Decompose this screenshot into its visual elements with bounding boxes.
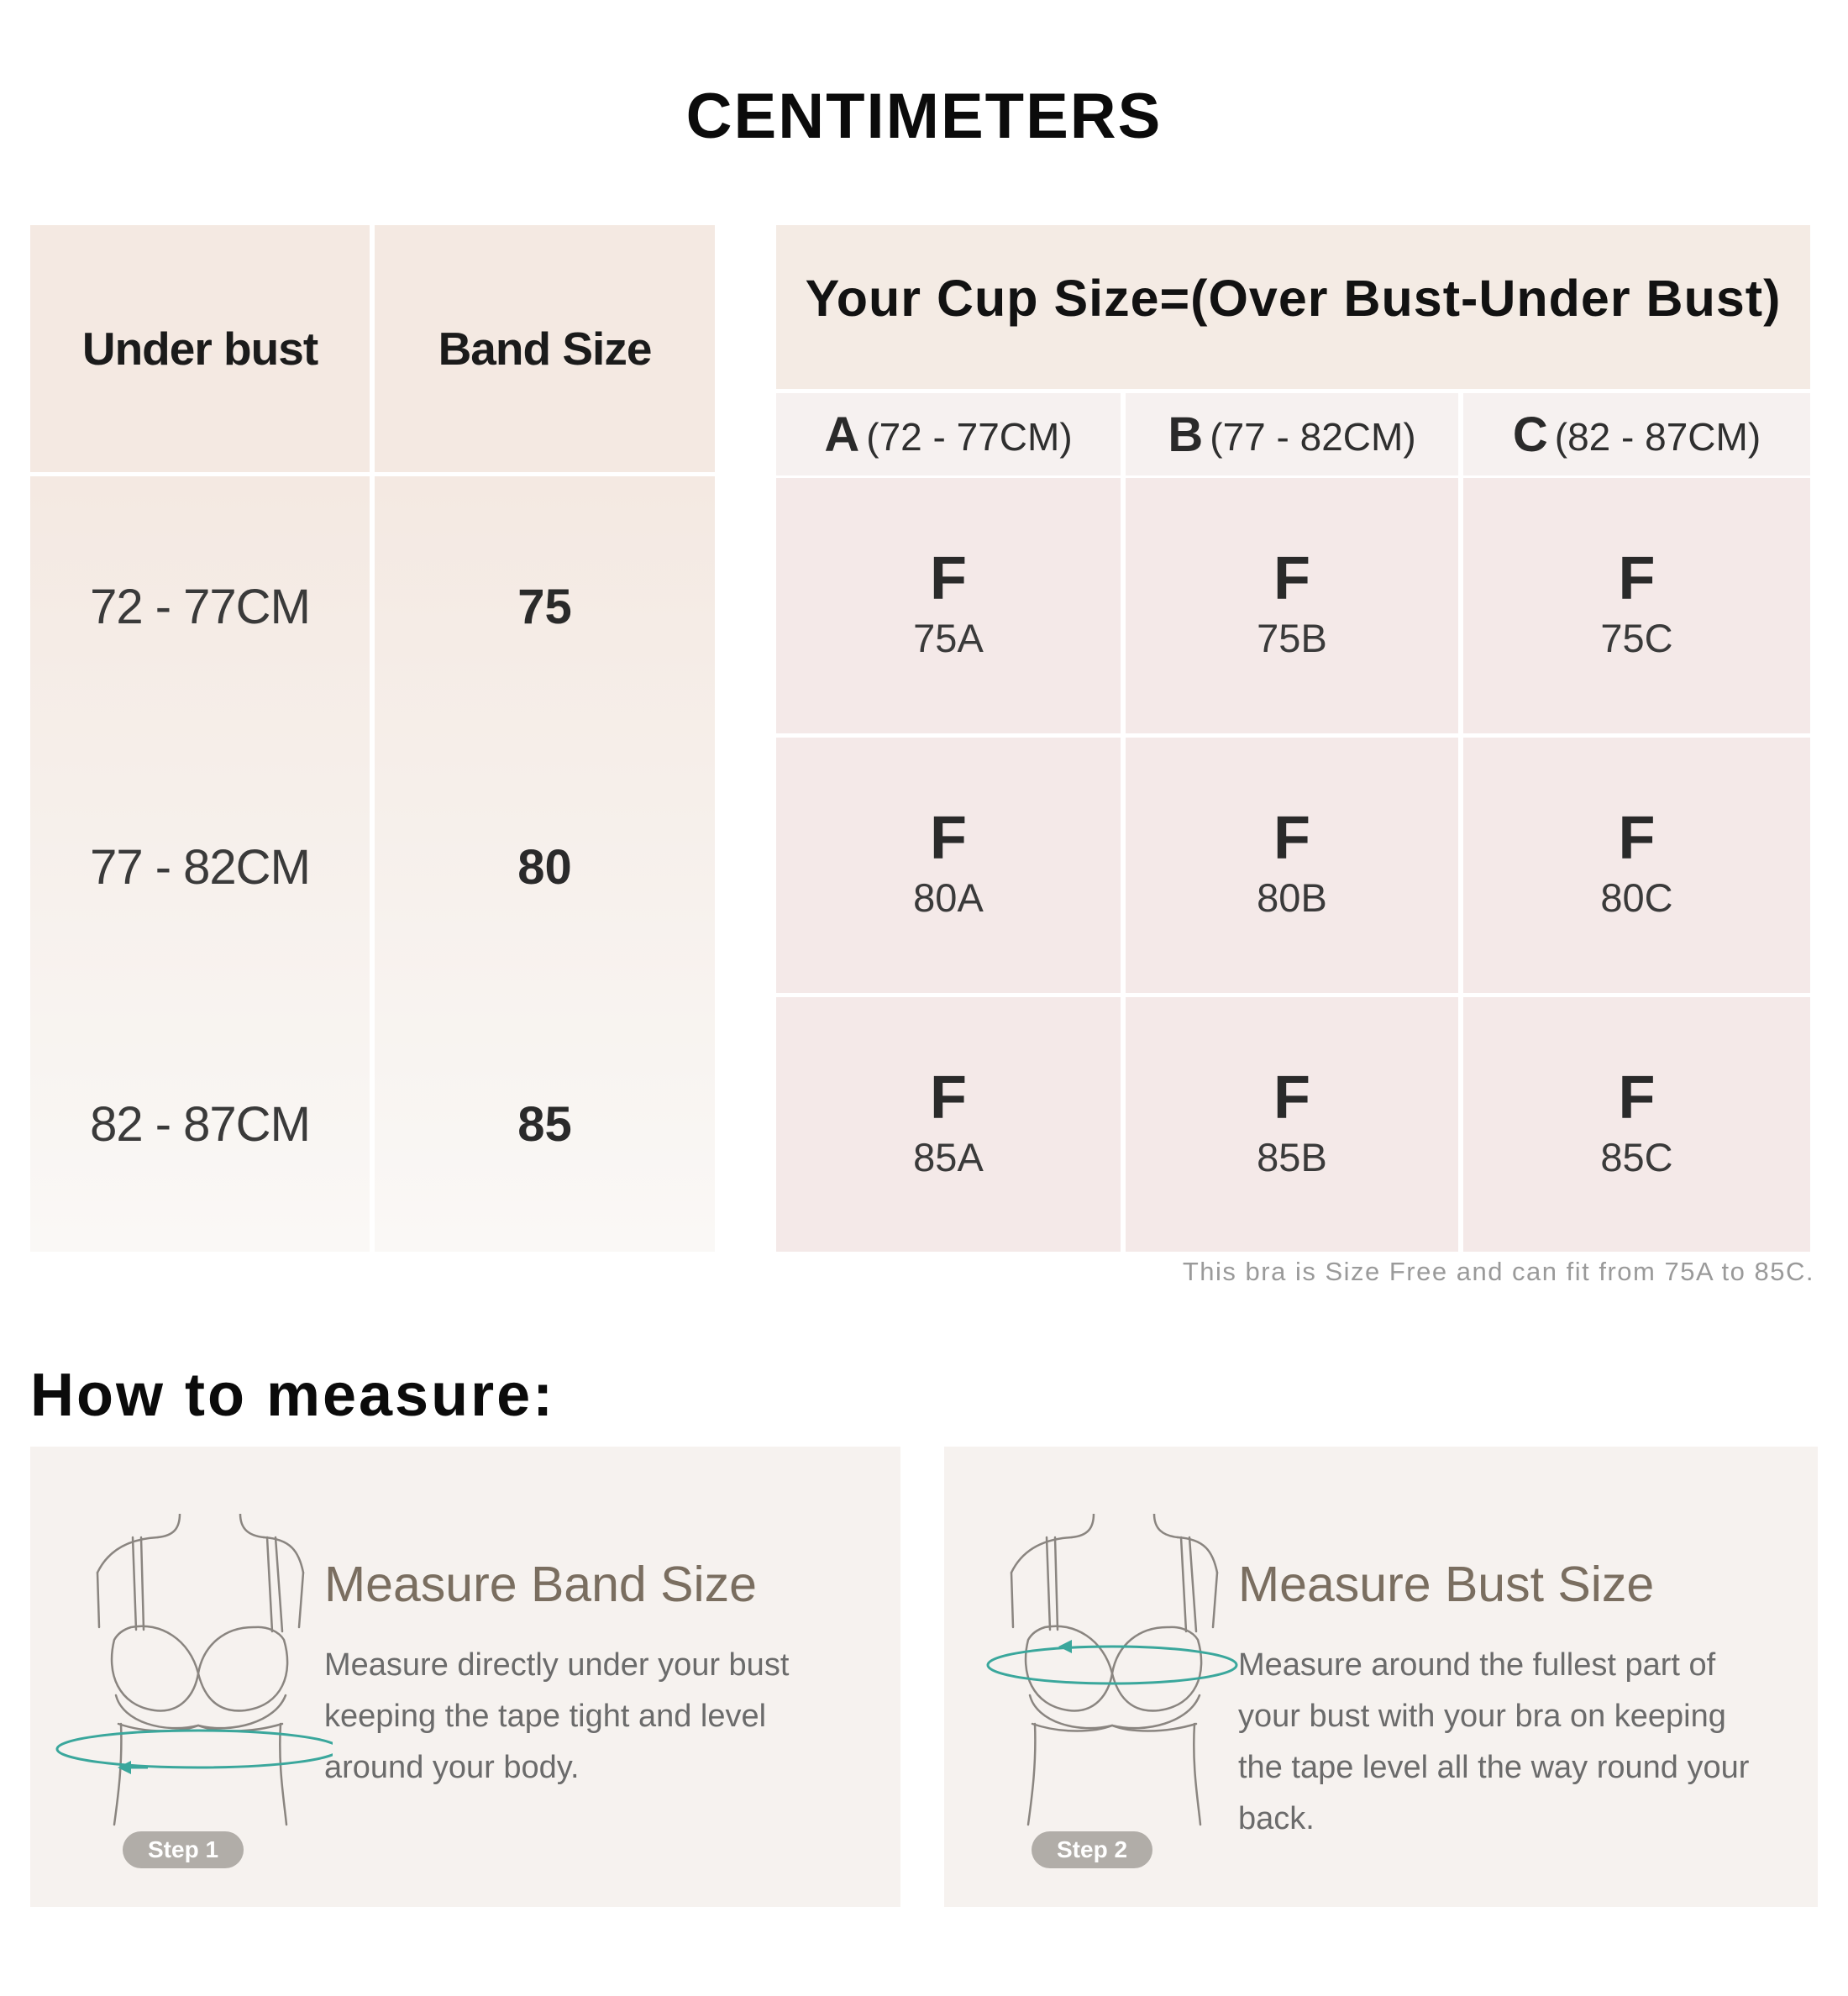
size-letter: F — [930, 1064, 967, 1132]
band-size-cell: 85 — [517, 1097, 572, 1152]
measure-bust-card — [944, 1447, 1818, 1907]
cup-range: (72 - 77CM) — [866, 415, 1073, 459]
band-size-cell: 75 — [517, 579, 572, 634]
size-letter: F — [1273, 805, 1310, 872]
card-title: Measure Band Size — [324, 1557, 757, 1612]
size-code: 80B — [1257, 875, 1327, 920]
step-badge: Step 2 — [1032, 1831, 1152, 1868]
under-bust-range-cell: 77 - 82CM — [90, 839, 310, 895]
cup-size-cell — [1463, 997, 1810, 1252]
size-code: 85C — [1600, 1134, 1673, 1179]
cup-size-cell — [1463, 738, 1810, 993]
step-badge: Step 1 — [123, 1831, 244, 1868]
size-code: 85B — [1257, 1134, 1327, 1179]
cup-size-header: Your Cup Size=(Over Bust-Under Bust) — [776, 225, 1810, 389]
measure-band-card — [30, 1447, 900, 1907]
size-letter: F — [1273, 1064, 1310, 1132]
size-letter: F — [1273, 545, 1310, 612]
size-code: 80C — [1600, 875, 1673, 920]
cup-range: (77 - 82CM) — [1210, 415, 1416, 459]
how-to-measure-heading: How to measure: — [30, 1362, 556, 1429]
cup-size-cell — [776, 997, 1121, 1252]
cup-header-a — [776, 393, 1121, 475]
bra-bust-measure-icon — [961, 1514, 1247, 1867]
size-letter: F — [930, 545, 967, 612]
page-title: CENTIMETERS — [685, 81, 1163, 152]
cup-size-cell — [1126, 478, 1458, 733]
cup-size-cell — [1126, 997, 1458, 1252]
size-code: 75B — [1257, 616, 1327, 660]
size-code: 75A — [913, 616, 984, 660]
cup-header-c — [1463, 393, 1810, 475]
cup-letter: B — [1168, 407, 1204, 462]
cup-letter: C — [1512, 407, 1548, 462]
cup-range: (82 - 87CM) — [1554, 415, 1761, 459]
cup-size-cell — [1463, 478, 1810, 733]
card-description: Measure around the fullest part of your bust with your bra on keeping the tape level all the way round your back. — [1238, 1647, 1750, 1836]
size-letter: F — [930, 805, 967, 872]
cup-size-cell — [776, 478, 1121, 733]
cup-size-cell — [776, 738, 1121, 993]
under-bust-range-cell: 82 - 87CM — [90, 1097, 310, 1152]
cup-size-table — [776, 225, 1810, 1252]
size-letter: F — [1618, 545, 1656, 612]
bra-band-measure-icon — [47, 1514, 333, 1867]
card-title: Measure Bust Size — [1238, 1557, 1655, 1612]
under-bust-header: Under bust — [81, 323, 318, 375]
size-free-note: This bra is Size Free and can fit from 75A to 85C. — [1182, 1257, 1814, 1286]
card-description: Measure directly under your bust keeping the tape tight and level around your body. — [324, 1647, 790, 1785]
cup-size-cell — [1126, 738, 1458, 993]
under-bust-range-cell: 72 - 77CM — [90, 579, 310, 634]
size-letter: F — [1618, 805, 1656, 872]
cup-letter: A — [824, 407, 860, 462]
size-code: 85A — [913, 1134, 984, 1179]
band-size-cell: 80 — [517, 839, 572, 895]
cup-header-b — [1126, 393, 1458, 475]
size-letter: F — [1618, 1064, 1656, 1132]
band-size-table — [30, 225, 715, 1252]
size-code: 80A — [913, 875, 984, 920]
size-code: 75C — [1600, 616, 1673, 660]
band-size-header: Band Size — [438, 323, 652, 375]
